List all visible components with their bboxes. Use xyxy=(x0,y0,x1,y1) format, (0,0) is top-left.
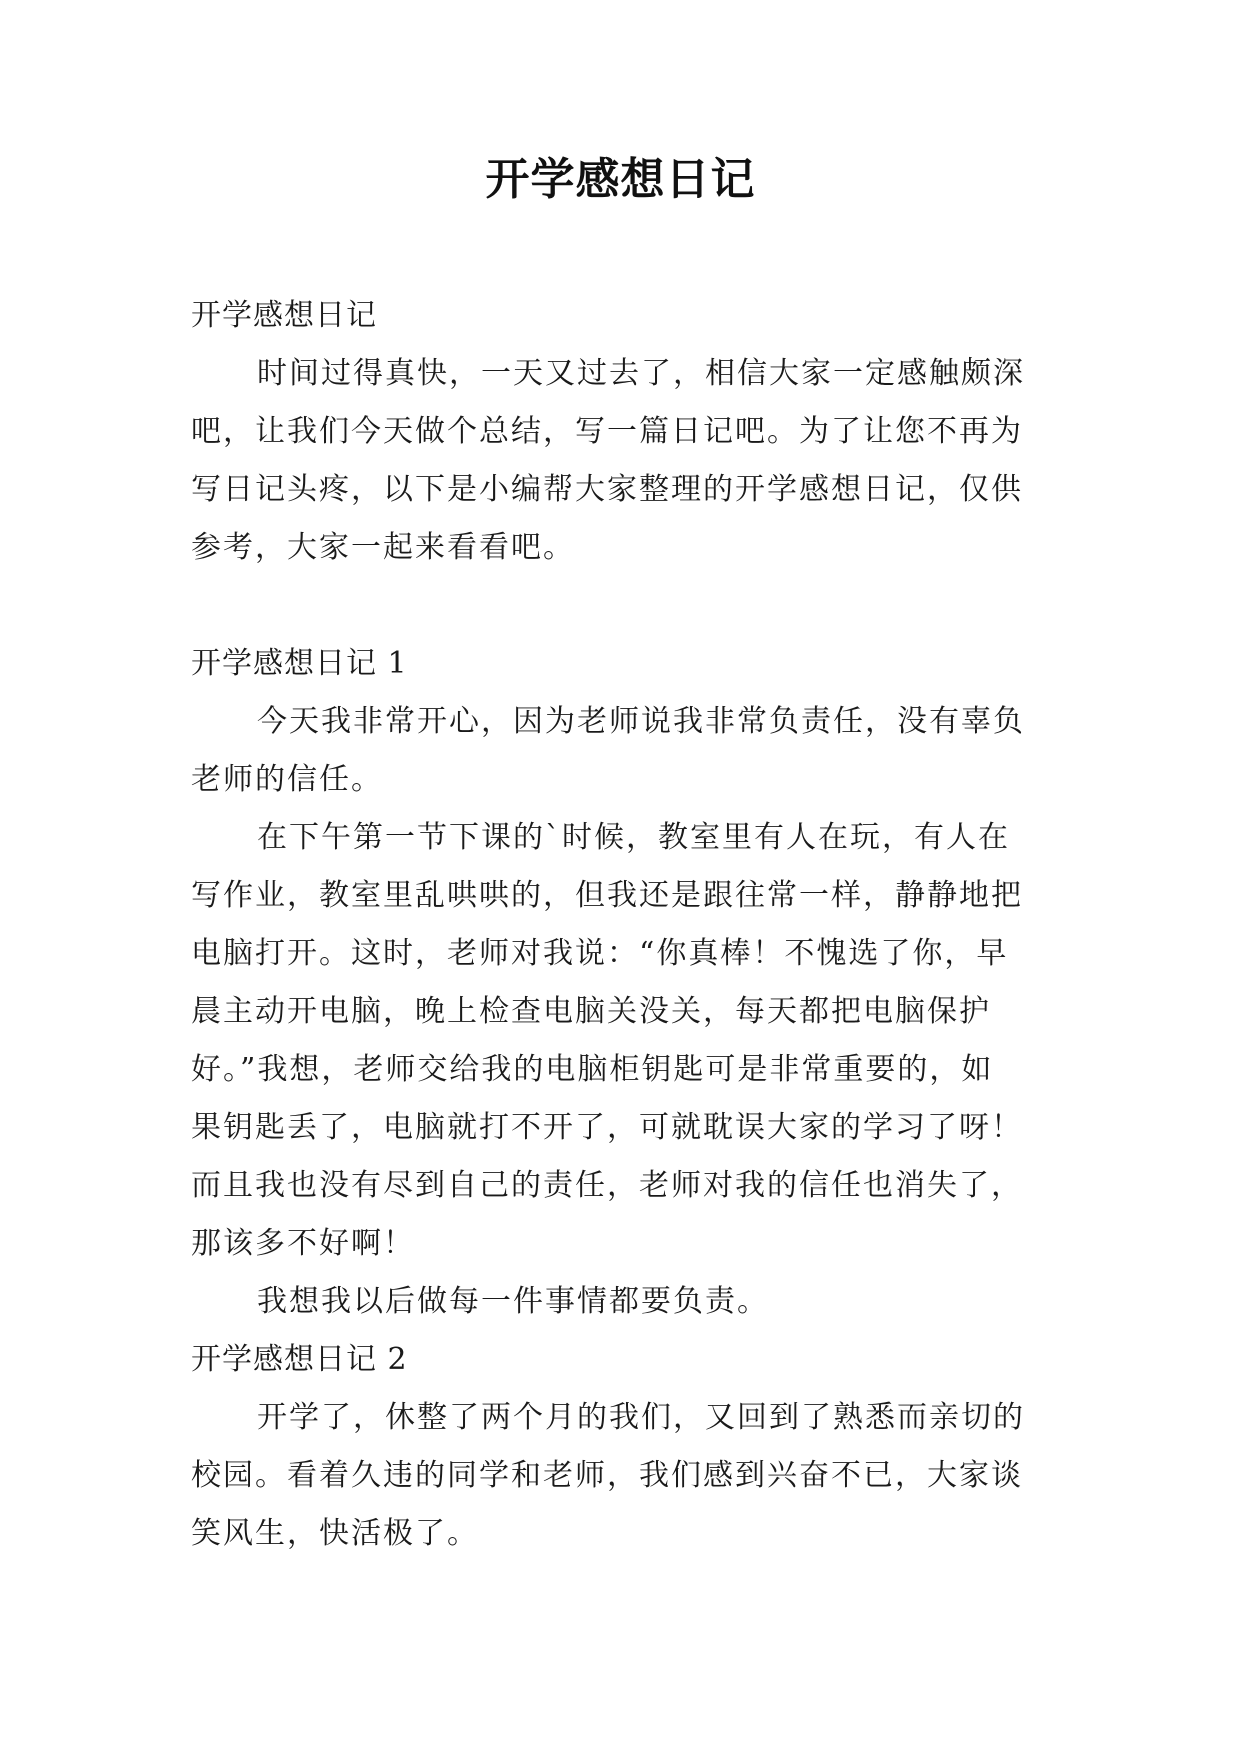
intro-line: 写日记头疼，以下是小编帮大家整理的开学感想日记，仅供 xyxy=(191,472,1023,507)
diary-1-paragraph-3 xyxy=(191,1273,1051,1331)
diary-line: 我想我以后做每一件事情都要负责。 xyxy=(257,1284,769,1319)
diary-line: 老师的信任。 xyxy=(191,762,383,797)
intro-line: 时间过得真快，一天又过去了，相信大家一定感触颇深 xyxy=(257,356,1025,391)
intro-heading: 开学感想日记 xyxy=(191,298,377,333)
diary-2-heading: 开学感想日记 2 xyxy=(191,1342,408,1377)
diary-line: 而且我也没有尽到自己的责任，老师对我的信任也消失了， xyxy=(191,1168,1023,1203)
diary-line: 校园。看着久违的同学和老师，我们感到兴奋不已，大家谈 xyxy=(191,1458,1023,1493)
document-body xyxy=(191,287,1051,1563)
diary-2-paragraph-1 xyxy=(191,1389,1051,1563)
diary-line: 晨主动开电脑，晚上检查电脑关没关，每天都把电脑保护 xyxy=(191,994,991,1029)
diary-line: 果钥匙丢了，电脑就打不开了，可就耽误大家的学习了呀！ xyxy=(191,1110,1023,1145)
diary-line: 今天我非常开心，因为老师说我非常负责任，没有辜负 xyxy=(257,704,1025,739)
intro-line: 吧，让我们今天做个总结，写一篇日记吧。为了让您不再为 xyxy=(191,414,1023,449)
document-title: 开学感想日记 xyxy=(485,154,756,205)
diary-line: 好。”我想，老师交给我的电脑柜钥匙可是非常重要的，如 xyxy=(191,1052,994,1087)
diary-line: 写作业，教室里乱哄哄的，但我还是跟往常一样，静静地把 xyxy=(191,878,1023,913)
diary-line: 笑风生，快活极了。 xyxy=(191,1516,479,1551)
intro-line: 参考，大家一起来看看吧。 xyxy=(191,530,575,565)
diary-1-paragraph-1 xyxy=(191,693,1051,809)
diary-1-paragraph-2 xyxy=(191,809,1051,1273)
diary-line: 电脑打开。这时，老师对我说：“你真棒！不愧选了你，早 xyxy=(191,936,1009,971)
diary-1-heading: 开学感想日记 1 xyxy=(191,646,408,681)
diary-line: 那该多不好啊！ xyxy=(191,1226,415,1261)
intro-paragraph xyxy=(191,345,1051,577)
diary-line: 在下午第一节下课的`时候，教室里有人在玩，有人在 xyxy=(257,820,1010,855)
diary-line: 开学了，休整了两个月的我们，又回到了熟悉而亲切的 xyxy=(257,1400,1025,1435)
section-spacer xyxy=(191,577,1051,635)
